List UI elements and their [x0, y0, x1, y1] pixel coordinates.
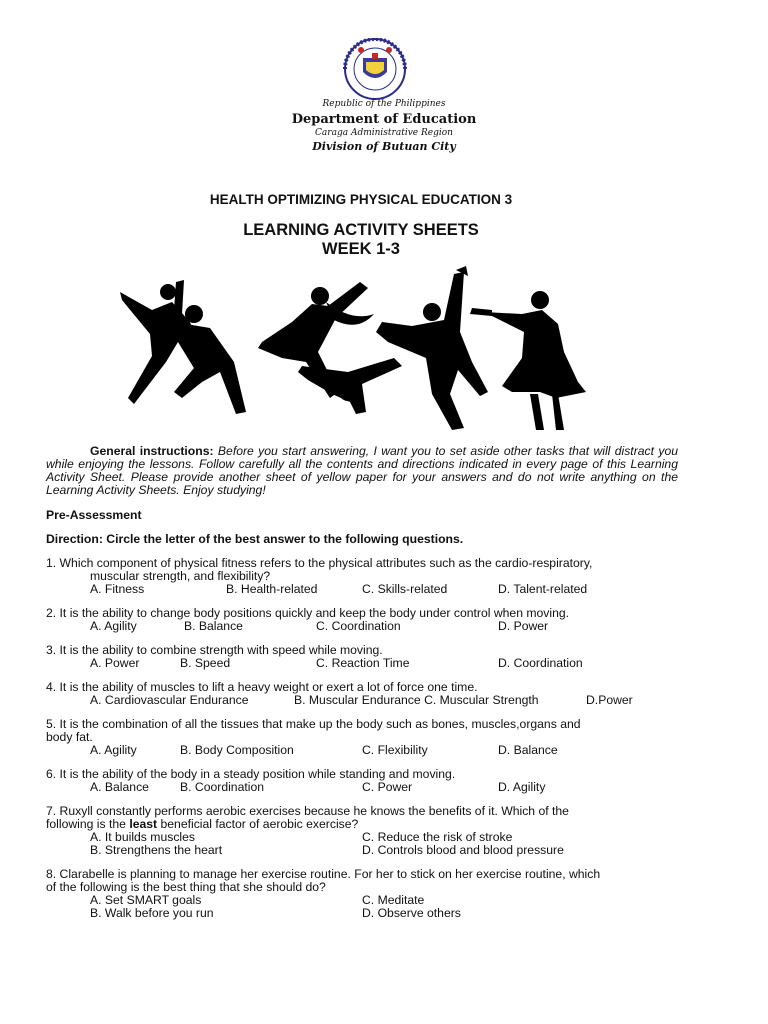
question-stem-cont: of the following is the best thing that she should do? [46, 880, 326, 894]
question-stem: 6. It is the ability of the body in a steady position while standing and moving. [46, 767, 456, 781]
option-b: B. Walk before you run [90, 906, 214, 920]
question-stem: 1. Which component of physical fitness refers to the physical attributes such as the cardio-respiratory, [46, 556, 593, 570]
sheet-content [46, 445, 678, 920]
option-d: D. Talent-related [498, 582, 588, 596]
option-b: B. Speed [180, 656, 231, 670]
options-row [46, 620, 678, 633]
subject-title: HEALTH OPTIMIZING PHYSICAL EDUCATION 3 [209, 192, 513, 207]
option-a: A. It builds muscles [90, 830, 195, 844]
question-1 [46, 557, 678, 596]
question-5 [46, 718, 678, 757]
question-stem: 4. It is the ability of muscles to lift a heavy weight or exert a lot of force one time. [46, 680, 478, 694]
question-stem: 2. It is the ability to change body positions quickly and keep the body under control when moving. [46, 606, 570, 620]
option-d: D. Controls blood and blood pressure [362, 843, 564, 857]
option-a: A. Agility [90, 619, 137, 633]
header-department: Department of Education [291, 112, 477, 127]
question-4 [46, 681, 678, 707]
option-c: C. Reaction Time [316, 656, 410, 670]
dancers-silhouette-image [112, 262, 590, 432]
stem-text: beneficial factor of aerobic exercise? [157, 817, 359, 831]
question-8 [46, 868, 678, 920]
option-a: A. Set SMART goals [90, 893, 202, 907]
option-b: B. Body Composition [180, 743, 294, 757]
options-row [46, 781, 678, 794]
header-region: Caraga Administrative Region [315, 128, 453, 138]
option-b: B. Balance [184, 619, 243, 633]
direction-text: Direction: Circle the letter of the best answer to the following questions. [46, 532, 464, 546]
option-a: A. Cardiovascular Endurance [90, 693, 249, 707]
option-d: D. Power [498, 619, 549, 633]
options-row [46, 694, 678, 707]
option-c: C. Flexibility [362, 743, 428, 757]
option-a: A. Fitness [90, 582, 145, 596]
question-stem: 3. It is the ability to combine strength with speed while moving. [46, 643, 383, 657]
option-c: C. Power [362, 780, 413, 794]
option-d: D. Agility [498, 780, 546, 794]
question-stem: 7. Ruxyll constantly performs aerobic exercises because he knows the benefits of it. Which of the [46, 804, 569, 818]
sheet-week: WEEK 1-3 [322, 240, 400, 258]
general-instructions-text: Before you start answering, I want you to set aside other tasks that will distract you while enjoying the lessons. Follow carefully all the contents and directions indicated in every page of this Learning Activity Sheet. Please provide another sheet of yellow paper for your answers and do not write anything on the Learning Activity Sheets. Enjoy studying! [46, 444, 679, 497]
question-stem: 5. It is the combination of all the tissues that make up the body such as bones, muscles,organs and [46, 717, 581, 731]
option-c: C. Skills-related [362, 582, 448, 596]
stem-emphasis: least [129, 817, 158, 831]
options-row [46, 744, 678, 757]
question-7 [46, 805, 678, 857]
option-c: C. Meditate [362, 893, 425, 907]
header-republic: Republic of the Philippines [322, 99, 446, 109]
option-b: B. Health-related [226, 582, 318, 596]
pre-assessment-heading: Pre-Assessment [46, 508, 142, 522]
option-b: B. Muscular Endurance C. Muscular Strength [294, 693, 539, 707]
sheet-title: LEARNING ACTIVITY SHEETS [243, 221, 479, 239]
question-6 [46, 768, 678, 794]
header-division: Division of Butuan City [312, 140, 456, 153]
option-d: D. Coordination [498, 656, 583, 670]
question-2 [46, 607, 678, 633]
option-d: D.Power [586, 693, 633, 707]
question-stem: 8. Clarabelle is planning to manage her exercise routine. For her to stick on her exercise routine, which [46, 867, 601, 881]
question-stem-cont: muscular strength, and flexibility? [90, 569, 271, 583]
options-row [46, 907, 678, 920]
option-d: D. Observe others [362, 906, 461, 920]
option-d: D. Balance [498, 743, 558, 757]
option-b: B. Coordination [180, 780, 265, 794]
option-c: C. Reduce the risk of stroke [362, 830, 513, 844]
option-a: A. Balance [90, 780, 149, 794]
stem-text: following is the [46, 817, 130, 831]
question-stem-cont: body fat. [46, 730, 93, 744]
option-b: B. Strengthens the heart [90, 843, 223, 857]
option-a: A. Power [90, 656, 140, 670]
option-c: C. Coordination [316, 619, 401, 633]
options-row [46, 657, 678, 670]
options-row [46, 583, 678, 596]
option-a: A. Agility [90, 743, 137, 757]
general-instructions-label: General instructions: [90, 444, 214, 458]
general-instructions [46, 445, 678, 497]
options-row [46, 844, 678, 857]
deped-seal-logo [322, 38, 428, 100]
question-3 [46, 644, 678, 670]
